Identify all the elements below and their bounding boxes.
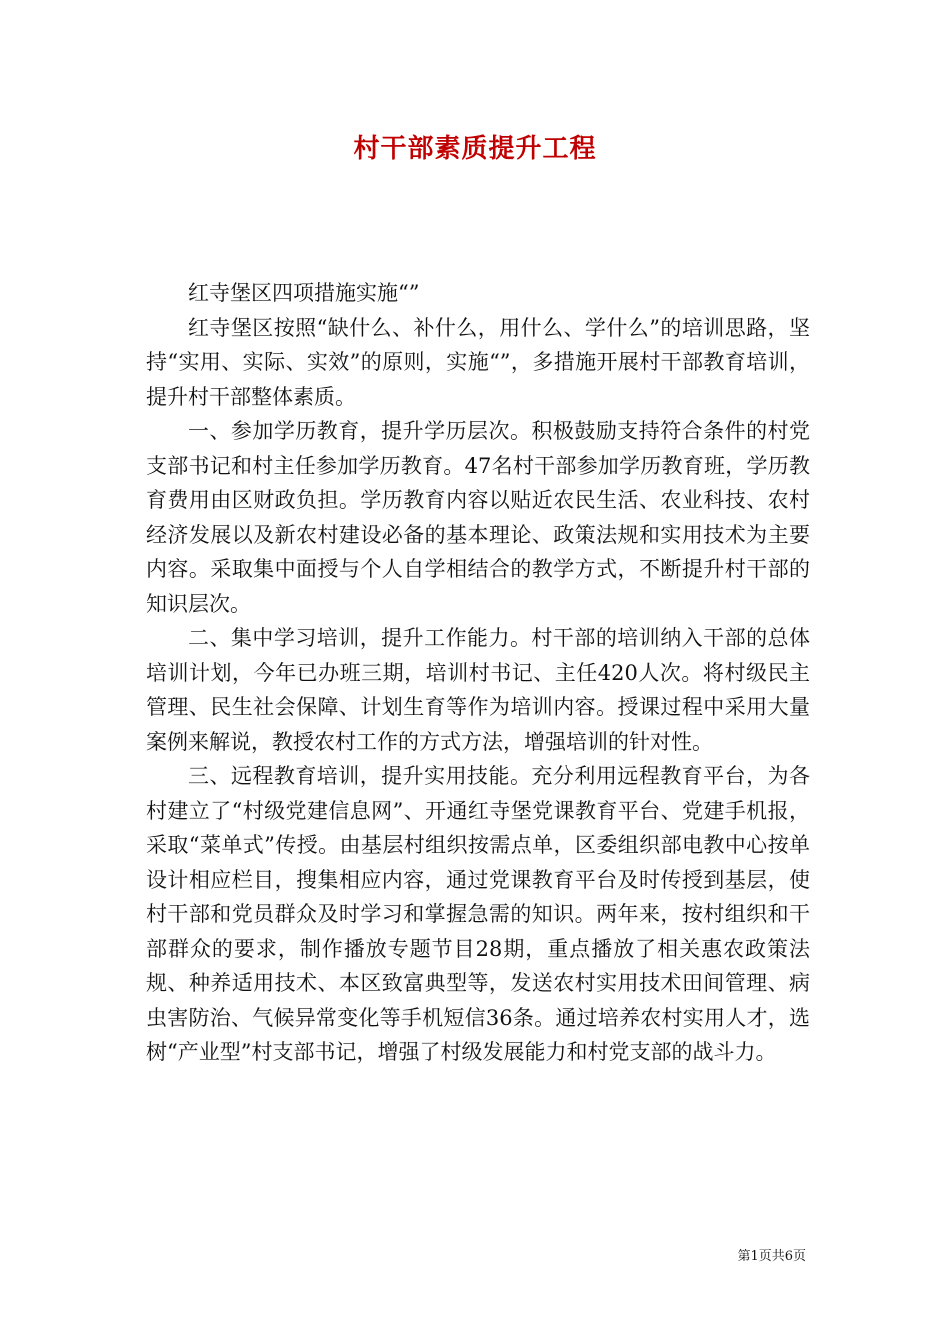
paragraph-measure-3: 三、远程教育培训，提升实用技能。充分利用远程教育平台，为各村建立了“村级党建信息网”、开通红寺堡党课教育平台、党建手机报，采取“菜单式”传授。由基层村组织按需点单，区委组织部电教中心按单设计相应栏目，搜集相应内容，通过党课教育平台及时传授到基层，使村干部和党员群众及时学习和掌握急需的知识。两年来，按村组织和干部群众的要求，制作播放专题节目28期，重点播放了相关惠农政策法规、种养适用技术、本区致富典型等，发送农村实用技术田间管理、病虫害防治、气候异常变化等手机短信36条。通过培养农村实用人才，选树“产业型”村支部书记，增强了村级发展能力和村党支部的战斗力。 [146,764,810,1064]
paragraph-measure-1: 一、参加学历教育，提升学历层次。积极鼓励支持符合条件的村党支部书记和村主任参加学历教育。47名村干部参加学历教育班，学历教育费用由区财政负担。学历教育内容以贴近农民生活、农业科技、农村经济发展以及新农村建设必备的基本理论、政策法规和实用技术为主要内容。采取集中面授与个人自学相结合的教学方式，不断提升村干部的知识层次。 [146,419,810,616]
page-number [737,1245,806,1264]
page-number-label: 第1页共6页 [737,1249,806,1264]
paragraph-subtitle: 红寺堡区四项措施实施“” [188,281,420,305]
document-title: 村干部素质提升工程 [353,134,597,164]
document-body [146,276,810,1070]
paragraph-measure-2: 二、集中学习培训，提升工作能力。村干部的培训纳入干部的总体培训计划，今年已办班三期，培训村书记、主任420人次。将村级民主管理、民生社会保障、计划生育等作为培训内容。授课过程中采用大量案例来解说，教授农村工作的方式方法，增强培训的针对性。 [146,626,810,754]
paragraph-intro: 红寺堡区按照“缺什么、补什么，用什么、学什么”的培训思路，坚持“实用、实际、实效”的原则，实施“”，多措施开展村干部教育培训，提升村干部整体素质。 [146,315,810,409]
